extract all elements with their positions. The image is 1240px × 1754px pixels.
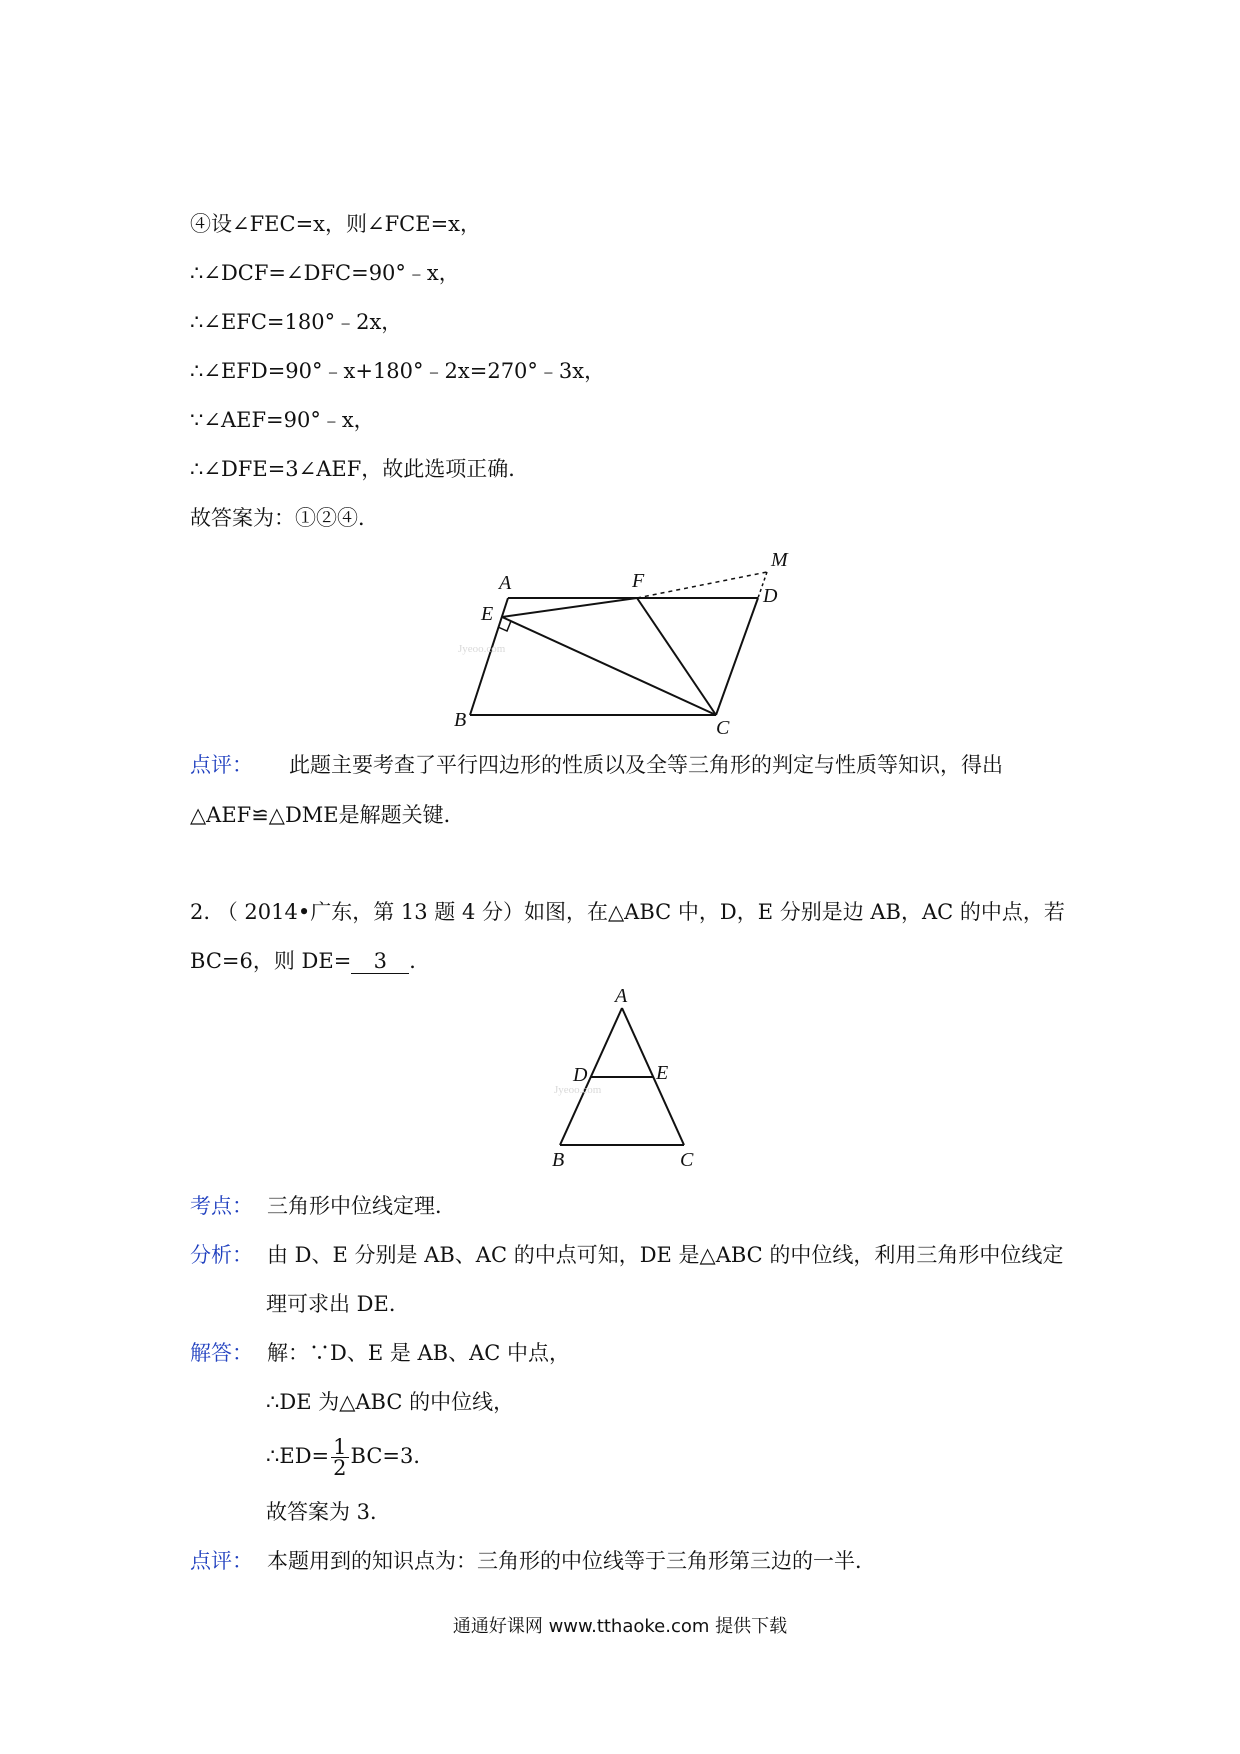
watermark: Jyeoo.com [458,643,506,655]
jieda-line3-prefix: ∴ED= [266,1444,330,1468]
segment-ef [502,598,637,617]
label-e: E [656,1062,669,1084]
review2-label: 点评： [190,1549,253,1573]
triangle-figure [540,980,720,1175]
label-b: B [454,709,467,731]
page-footer: 通通好课网 www.tthaoke.com 提供下载 [452,1616,788,1637]
jieda-row [190,1338,570,1368]
segment-dc [716,598,758,715]
solution-line-1: ④设∠FEC=x，则∠FCE=x， [190,212,482,236]
segment-fm-dashed [637,572,767,598]
solution-line-6: ∴∠DFE=3∠AEF，故此选项正确． [190,457,530,481]
kaodian-text: 三角形中位线定理． [267,1194,456,1218]
question2-stem2 [190,946,430,976]
label-m: M [771,549,788,571]
fenxi-text1: 由 D、E 分别是 AB、AC 的中点可知，DE 是△ABC 的中位线，利用三角形中位线定 [267,1243,1064,1267]
jieda-line4: 故答案为 3． [266,1500,392,1524]
kaodian-label: 考点： [190,1194,253,1218]
question2-stem2-prefix: BC=6，则 DE= [190,949,352,973]
review1-line1 [190,750,1003,780]
review2-row [190,1546,876,1576]
review1-label: 点评： [190,753,253,777]
question2-stem2-suffix: ． [409,949,431,973]
label-c: C [716,717,730,739]
review2-text: 本题用到的知识点为：三角形的中位线等于三角形第三边的一半． [267,1549,876,1573]
solution-line-4: ∴∠EFD=90°﹣x+180°﹣2x=270°﹣3x， [190,359,606,383]
label-f: F [632,570,645,592]
label-a: A [499,572,512,594]
label-b: B [552,1149,565,1171]
answer-blank: 3 [351,949,409,974]
jieda-line1: 解：∵D、E 是 AB、AC 中点， [267,1341,571,1365]
label-d: D [573,1064,588,1086]
label-d: D [763,585,778,607]
jieda-line2: ∴DE 为△ABC 的中位线， [266,1390,515,1414]
solution-line-3: ∴∠EFC=180°﹣2x， [190,310,403,334]
solution-line-2: ∴∠DCF=∠DFC=90°﹣x， [190,261,460,285]
fraction-numerator: 1 [333,1435,347,1459]
review1-text2: △AEF≌△DME是解题关键． [190,803,465,827]
fraction-denominator: 2 [333,1456,347,1480]
question2-stem1: 2. （ 2014•广东，第 13 题 4 分）如图，在△ABC 中，D，E 分别是边 AB，AC 的中点，若 [190,900,1065,924]
label-e: E [481,603,494,625]
fenxi-text2: 理可求出 DE． [266,1292,410,1316]
label-c: C [680,1149,694,1171]
fenxi-label: 分析： [190,1243,253,1267]
kaodian-row [190,1191,456,1221]
answer-line: 故答案为：①②④． [190,506,379,530]
parallelogram-figure [440,540,800,740]
fenxi-row [190,1240,1063,1270]
fraction [331,1437,348,1478]
jieda-line3-suffix: BC=3． [350,1444,435,1468]
solution-line-5: ∵∠AEF=90°﹣x， [190,408,375,432]
jieda-label: 解答： [190,1341,253,1365]
jieda-line3 [266,1434,434,1478]
label-a: A [615,985,628,1007]
watermark: Jyeoo.com [554,1084,602,1096]
review1-text1: 此题主要考查了平行四边形的性质以及全等三角形的判定与性质等知识，得出 [289,753,1003,777]
